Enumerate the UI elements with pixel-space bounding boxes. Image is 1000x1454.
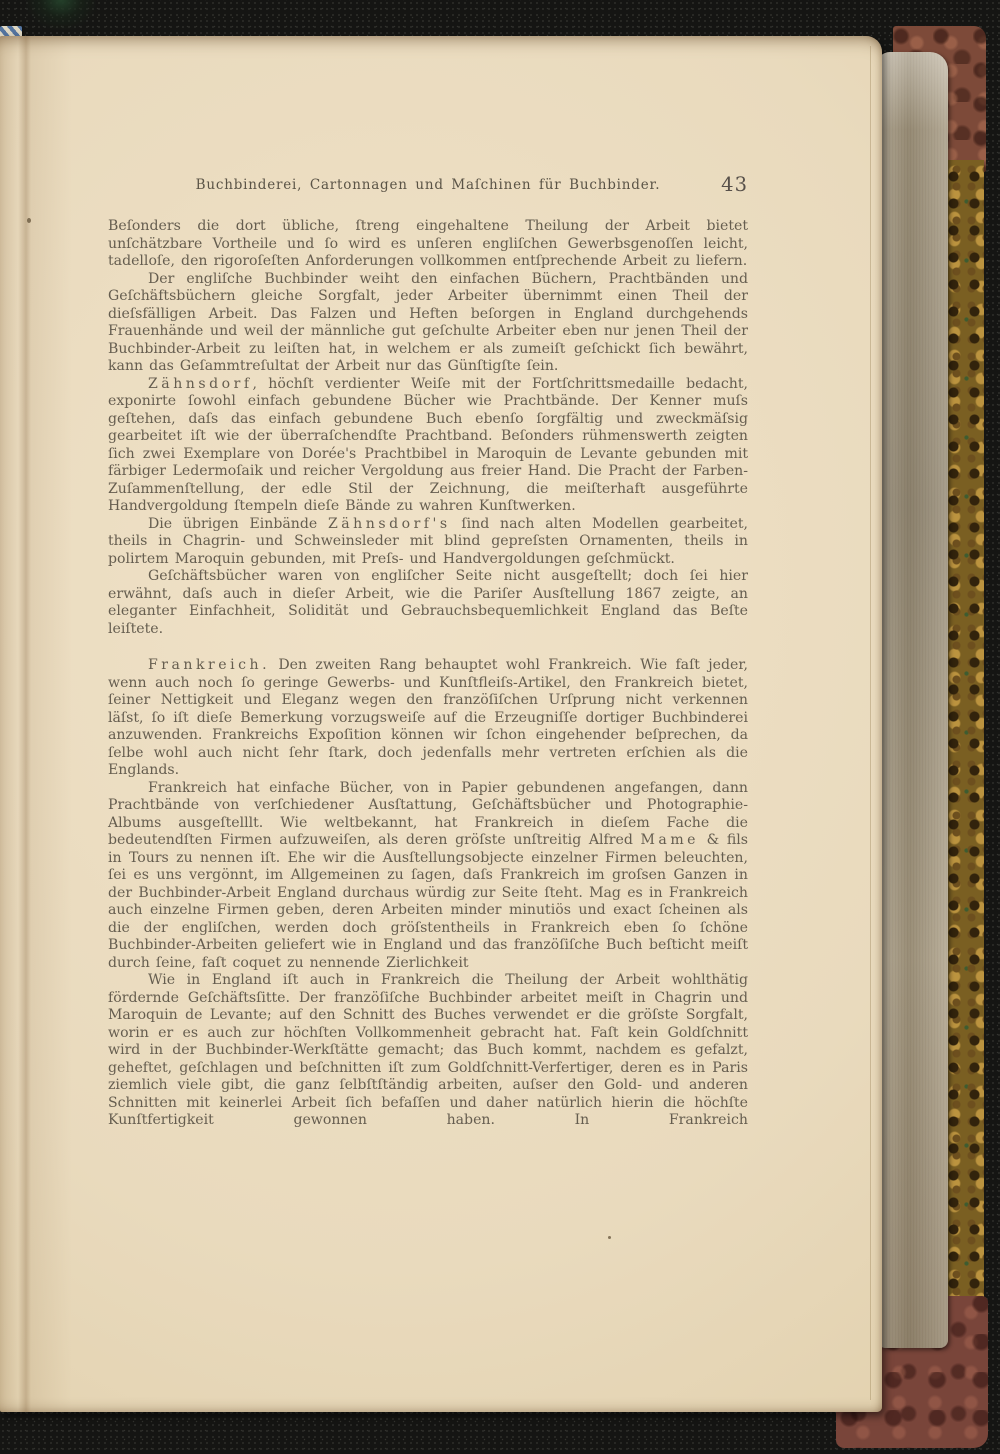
paragraph-text: Wie in England iſt auch in Frankreich die Theilung der Arbeit wohlthätig fördernde Geſchäftsſitte. Der franzöſiſche Buchbinder arbeitet meiſt in Chagrin und Maroquin de Levante; auf den Schnitt des Buches verwendet er die gröſste Sorgfalt, worin er es auch zur höchſten Vollkommenheit gebracht hat. Faſt kein Goldſchnitt wird in der Buchbinder-Werkſtätte gemacht; das Buch kommt, nachdem es gefalzt, geheftet, geſchlagen und beſchnitten iſt zum Goldſchnitt-Verfertiger, deren es in Paris ziemlich viele gibt, die ganz ſelbſtſtändig arbeiten, auſser den Gold- und anderen Schnitten mit keinerlei Arbeit ſich befaſſen und daher natürlich hierin die höchſte Kunſtfertigkeit gewonnen haben. In Frankreich <box>108 972 748 1128</box>
letterspaced-name: Zähnsdorf's <box>327 515 451 532</box>
letterspaced-name: Frankreich. <box>148 657 271 673</box>
paragraph-text: Die übrigen Einbände <box>148 515 328 532</box>
page-edge-line <box>870 46 871 1400</box>
paragraph <box>108 271 748 376</box>
paragraph <box>108 376 748 516</box>
paragraph <box>108 972 748 1130</box>
gutter-shadow <box>0 36 80 1412</box>
paragraph <box>108 657 748 780</box>
paragraph-text: & fils in Tours zu nennen iſt. Ehe wir die Ausſtellungsobjecte einzelner Firmen beleuchten, ſei es uns vergönnt, im Allgemeinen zu ſagen, daſs Frankreich im groſsen Ganzen in der Buchbinder-Arbeit England durchaus würdig zur Seite ſteht. Mag es in Frankreich auch einzelne Firmen geben, deren Arbeiten minder minutiös und exact ſcheinen als die der engliſchen, werden doch gröſstentheils in Frankreich eben ſo ſchöne Buchbinder-Arbeiten geliefert wie in England und das franzöſiſche Buch beſticht meiſt durch ſeine, faſt coquet zu nennende Zierlichkeit <box>108 832 748 971</box>
paper-speck <box>27 218 31 223</box>
paragraph-text: , höchſt verdienter Weiſe mit der Fortſchrittsmedaille bedacht, exponirte ſowohl einfach gebundene Bücher wie Prachtbände. Der Kenner muſs geſtehen, daſs das einfach gebundene Buch ebenſo ſorgfältig und zweckmäſsig gearbeitet iſt wie der überraſchendſte Prachtband. Beſonders rühmenswerth zeigten ſich zwei Exemplare von Dorée's Prachtbibel in Maroquin de Levante gebunden mit färbiger Ledermoſaik und reicher Vergoldung aus freier Hand. Die Pracht der Farben-Zuſammenſtellung, der edle Stil der Zeichnung, die meiſterhaft ausgeführte Handvergoldung ſtempeln dieſe Bände zu wahren Kunſtwerken. <box>108 375 748 514</box>
page-header <box>108 173 748 203</box>
paragraph-text: ſind nach alten Modellen gearbeitet, theils in Chagrin- und Schweinsleder mit blind gepreſsten Ornamenten, theils in polirtem Maroquin gebunden, mit Preſs- und Handvergoldungen geſchmückt. <box>108 515 748 567</box>
paragraph <box>108 516 748 569</box>
paper-speck <box>608 1236 611 1239</box>
body-text <box>108 218 748 1130</box>
paragraph-text: Frankreich hat einfache Bücher, von in Papier gebundenen angefangen, dann Prachtbände von verſchiedener Ausſtattung, Geſchäftsbücher und Photographie-Albums ausgeſtelllt. Wie weltbekannt, hat Frankreich in dieſem Fache die bedeutendſten Firmen aufzuweiſen, als deren gröſste unſtreitig Alfred <box>108 779 748 848</box>
running-title: Buchbinderei, Cartonnagen und Maſchinen für Buchbinder. <box>195 177 661 193</box>
paragraph-text: Den zweiten Rang behauptet wohl Frankreich. Wie faſt jeder, wenn auch noch ſo geringe Gewerbs- und Kunſtfleiſs-Artikel, den Frankreich bietet, ſeiner Nettigkeit und Eleganz wegen den franzöſiſchen Urſprung nicht verkennen läſst, ſo iſt dieſe Bemerkung vorzugsweiſe auf die Erzeugniſſe dortiger Buchbinderei anzuwenden. Frankreichs Expoſition können wir ſchon eingehender beſprechen, da ſelbe wohl auch nicht ſehr ſtark, doch jedenfalls mehr vertreten erſchien als die Englands. <box>108 657 748 778</box>
letterspaced-name: Mame <box>640 832 700 848</box>
paragraph <box>108 780 748 973</box>
page-number: 43 <box>721 173 748 196</box>
background-book-shadow <box>26 0 96 30</box>
paragraph-text: Der engliſche Buchbinder weiht den einfachen Büchern, Prachtbänden und Geſchäftsbüchern gleiche Sorgfalt, jeder Arbeiter übernimmt einen Theil der dieſsfälligen Arbeit. Das Falzen und Heften beſorgen in England durchgehends Frauenhände und weil der männliche gut geſchulte Arbeiter eben nur jenen Theil der Buchbinder-Arbeit zu leiſten hat, in welchem er als zumeiſt geſchickt ſich bewährt, kann das Geſammtreſultat der Arbeit nur das Günſtigſte ſein. <box>108 270 748 374</box>
fore-edge-page-stack <box>876 52 948 1348</box>
paragraph-text: Geſchäftsbücher waren von engliſcher Seite nicht ausgeſtellt; doch ſei hier erwähnt, daſs auch in dieſer Arbeit, wie die Pariſer Ausſtellung 1867 zeigte, an eleganter Einfachheit, Solidität und Gebrauchsbequemlichkeit England das Beſte leiſtete. <box>108 568 748 637</box>
paragraph <box>108 218 748 271</box>
paragraph <box>108 568 748 638</box>
letterspaced-name: Zähnsdorf <box>148 375 253 392</box>
paragraph-text: Beſonders die dort übliche, ſtreng eingehaltene Theilung der Arbeit bietet unſchätzbare Vortheile und ſo wird es unſeren engliſchen Gewerbsgenoſſen leicht, tadelloſe, den rigoroſeſten Anforderungen vollkommen entſprechende Arbeit zu liefern. <box>108 218 748 269</box>
